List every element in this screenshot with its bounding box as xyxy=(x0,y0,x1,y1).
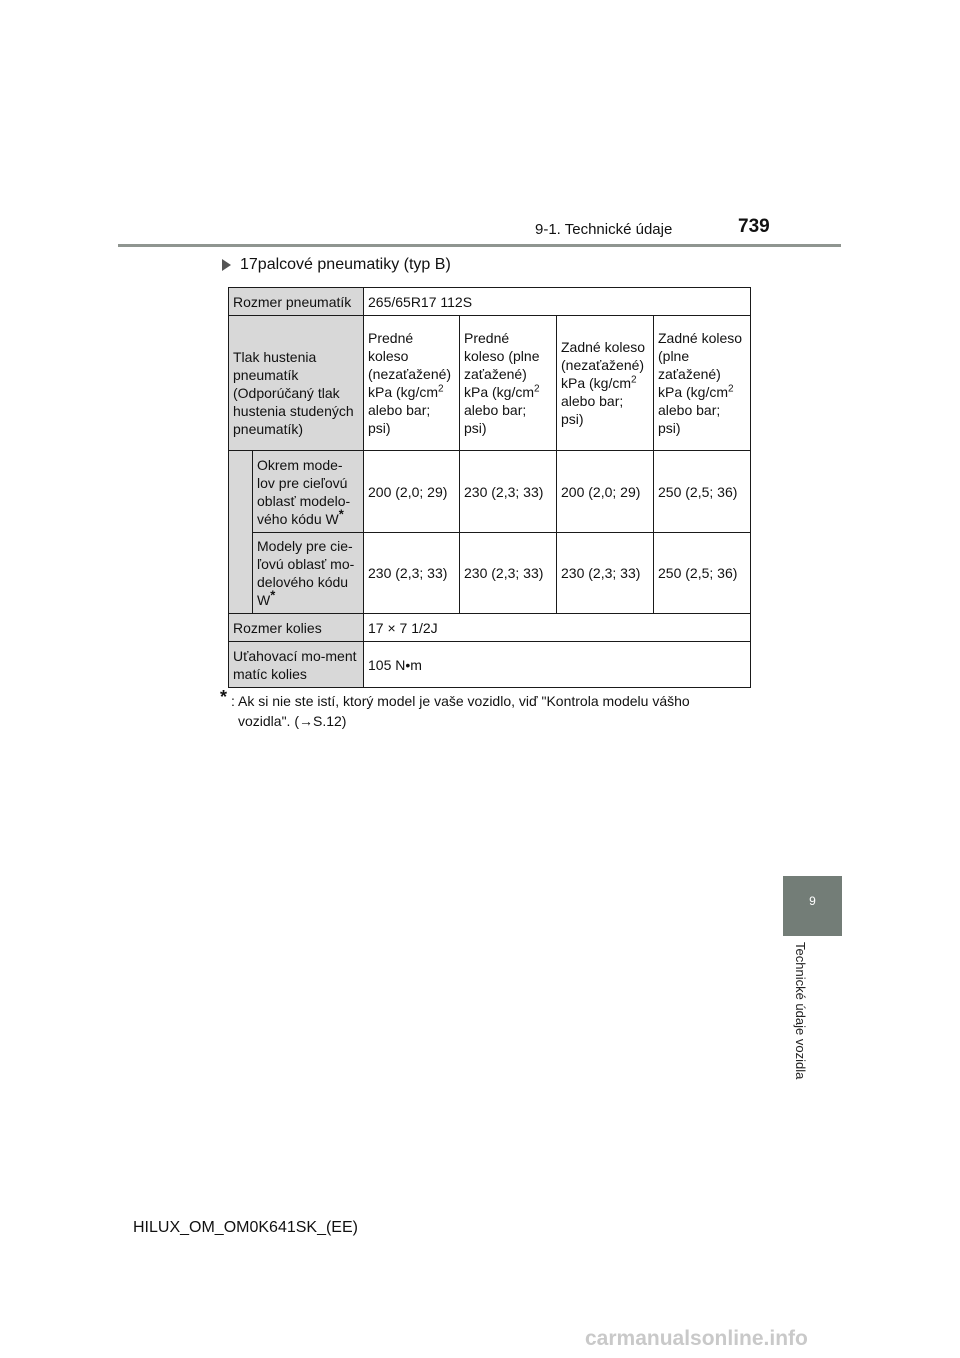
asterisk-marker: * xyxy=(270,587,276,603)
table-row-tire-size xyxy=(229,288,751,316)
watermark: carmanualsonline.info xyxy=(585,1327,808,1350)
row-label-text: Okrem mode-lov pre cieľovú oblasť modelo-vého kódu W xyxy=(257,456,351,527)
footer-document-code: HILUX_OM_OM0K641SK_(EE) xyxy=(133,1219,358,1236)
superscript-two: 2 xyxy=(534,383,540,395)
col-header-front-laden xyxy=(460,316,557,451)
superscript-two: 2 xyxy=(631,374,637,386)
asterisk-marker: * xyxy=(338,505,344,521)
col-header-rear-unladen-unit: alebo bar; psi) xyxy=(561,393,624,427)
chapter-side-label: Technické údaje vozidla xyxy=(793,942,808,1080)
wheel-size-label: Rozmer kolies xyxy=(229,614,364,642)
superscript-two: 2 xyxy=(728,383,734,395)
footnote-asterisk: * xyxy=(220,687,228,707)
torque-value: 105 N•m xyxy=(364,642,751,688)
table-row-pressure-header xyxy=(229,316,751,451)
table-cell: 230 (2,3; 33) xyxy=(364,533,460,614)
col-header-front-unladen-unit: alebo bar; psi) xyxy=(368,402,431,436)
pressure-label: Tlak hustenia pneumatík (Odporúčaný tlak hustenia studených pneumatík) xyxy=(229,316,364,451)
section-heading-text: 17palcové pneumatiky (typ B) xyxy=(240,256,451,273)
col-header-rear-laden xyxy=(654,316,751,451)
table-cell: 230 (2,3; 33) xyxy=(557,533,654,614)
table-row-wheel-size xyxy=(229,614,751,642)
col-header-rear-unladen-text: Zadné koleso (nezaťažené) kPa (kg/cm xyxy=(561,339,646,391)
tire-size-value: 265/65R17 112S xyxy=(364,288,751,316)
table-cell: 230 (2,3; 33) xyxy=(460,451,557,533)
section-heading xyxy=(222,256,451,274)
table-row xyxy=(229,451,751,533)
chapter-tab[interactable] xyxy=(783,876,842,936)
col-header-rear-laden-text: Zadné koleso (plne zaťažené) kPa (kg/cm xyxy=(658,330,743,400)
row-label-text: Modely pre cie-ľovú oblasť mo-delového kódu W xyxy=(257,538,355,608)
col-header-front-laden-unit: alebo bar; psi) xyxy=(464,402,527,436)
table-cell: 230 (2,3; 33) xyxy=(460,533,557,614)
col-header-rear-unladen xyxy=(557,316,654,451)
col-header-front-laden-text: Predné koleso (plne zaťažené) kPa (kg/cm xyxy=(464,330,540,400)
torque-label: Uťahovací mo-ment matíc kolies xyxy=(229,642,364,688)
table-cell: 200 (2,0; 29) xyxy=(364,451,460,533)
triangle-bullet-icon xyxy=(222,259,231,271)
table-cell: 250 (2,5; 36) xyxy=(654,533,751,614)
header-rule xyxy=(118,244,841,247)
indent-cell xyxy=(229,451,253,533)
footnote-text: : Ak si nie ste istí, ktorý model je vaše vozidlo, viď "Kontrola modelu vášho xyxy=(231,693,690,709)
wheel-size-value: 17 × 7 1/2J xyxy=(364,614,751,642)
row-label-other-models xyxy=(253,451,364,533)
col-header-front-unladen-text: Predné koleso (nezaťažené) kPa (kg/cm xyxy=(368,330,452,400)
table-row xyxy=(229,533,751,614)
table-cell: 250 (2,5; 36) xyxy=(654,451,751,533)
tire-spec-table xyxy=(228,287,751,688)
chapter-number: 9 xyxy=(809,894,816,908)
header-section-title: 9-1. Technické údaje xyxy=(535,221,673,238)
tire-size-label: Rozmer pneumatík xyxy=(229,288,364,316)
col-header-rear-laden-unit: alebo bar; psi) xyxy=(658,402,721,436)
row-label-w-models xyxy=(253,533,364,614)
footnote-text-continued: vozidla". (→S.12) xyxy=(238,713,347,729)
superscript-two: 2 xyxy=(438,383,444,395)
table-row-torque xyxy=(229,642,751,688)
page-number: 739 xyxy=(738,216,770,237)
indent-cell xyxy=(229,533,253,614)
footnote xyxy=(220,687,748,731)
table-cell: 200 (2,0; 29) xyxy=(557,451,654,533)
col-header-front-unladen xyxy=(364,316,460,451)
